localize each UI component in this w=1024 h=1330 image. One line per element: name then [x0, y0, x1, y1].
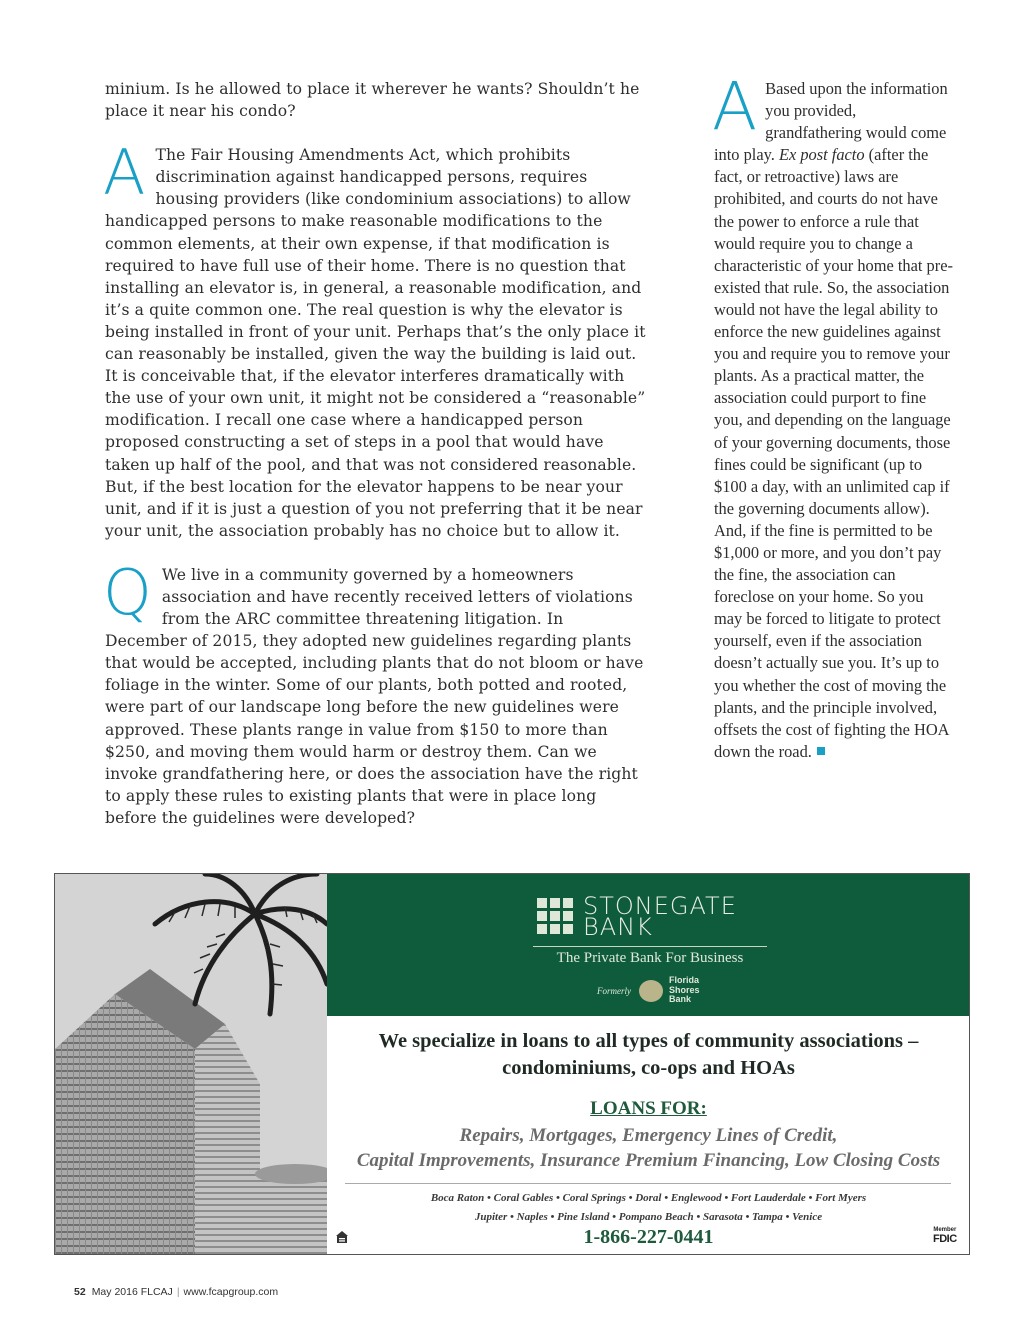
answer-2-dropcap: A — [712, 68, 758, 145]
phone-number[interactable]: 1-866-227-0441 — [583, 1226, 714, 1248]
answer-1 — [103, 136, 650, 542]
bank-name-line2: BANK — [583, 913, 653, 941]
footer-separator: | — [176, 1286, 180, 1298]
ad-headline — [327, 1028, 970, 1082]
answer-dropcap: A — [103, 136, 146, 210]
issue-info: May 2016 FLCAJ — [91, 1286, 173, 1298]
ad-body — [327, 1016, 970, 1254]
answer-2 — [712, 68, 954, 763]
fdic-label: FDIC — [933, 1233, 957, 1245]
question-2 — [103, 555, 650, 829]
question-continuation: minium. Is he allowed to place it wherever he wants? Shouldn’t he place it near his condo? — [105, 80, 640, 121]
branch-locations — [327, 1189, 970, 1227]
bank-name — [583, 892, 737, 941]
website-link[interactable]: www.fcapgroup.com — [183, 1286, 279, 1298]
stonegate-bank-ad[interactable] — [54, 873, 970, 1255]
ad-headline-line1: We specialize in loans to all types of community associations – — [378, 1030, 919, 1052]
answer-1-text: The Fair Housing Amendments Act, which prohibits discrimination against handicapped persons, requires housing providers (like condominium associations) to allow handicapped persons to make reasonable modifications to the common elements, at their own expense, if that modification is required to have full use of their home. There is no question that installing an elevator is, in general, a reasonable modification, and it’s a quite common one. The real question is why the elevator is being installed in front of your unit. Perhaps that’s the only place it can reasonably be installed, given the way the building is laid out. It is conceivable that, if the elevator interferes dramatically with the use of your own unit, it might not be considered a “reasonable” modification. I recall one case where a handicapped person proposed constructing a set of steps in a pool that would have taken up half of the pool, and that was not considered reasonable. But, if the best location for the elevator happens to be near your unit, and if it is just a question of you not preferring that it be near your unit, the association probably has no choice but to allow it. — [105, 146, 646, 540]
former-bank-line1: Florida — [669, 975, 700, 985]
fdic-badge — [933, 1226, 957, 1245]
loan-types — [327, 1123, 970, 1173]
palm-tower-photo — [55, 874, 327, 1254]
loan-types-line1: Repairs, Mortgages, Emergency Lines of Credit, — [459, 1125, 838, 1146]
fdic-member-label: Member — [933, 1227, 957, 1233]
florida-shores-seal-icon — [639, 980, 663, 1002]
article-main-column — [105, 78, 650, 851]
locations-line2: Jupiter • Naples • Pine Island • Pompano Beach • Sarasota • Tampa • Venice — [474, 1211, 823, 1223]
locations-line1: Boca Raton • Coral Gables • Coral Springs • Doral • Englewood • Fort Lauderdale • Fort Myers — [430, 1192, 867, 1204]
bank-tagline: The Private Bank For Business — [556, 950, 744, 966]
loans-for-heading: LOANS FOR: — [590, 1098, 707, 1119]
tagline-divider — [533, 946, 767, 947]
bank-header-panel — [327, 874, 970, 1016]
bank-name-line1: STONEGATE — [583, 892, 737, 920]
question-dropcap: Q — [103, 555, 152, 629]
answer-2-text-a: Based upon the information you provided, grandfathering would come into play. — [714, 79, 948, 165]
former-bank-name — [669, 976, 700, 1005]
building-palm-illustration — [55, 874, 327, 1254]
answer-2-text-b: (after the fact, or retroactive) laws are prohibited, and courts do not have the power to enforce a rule that would require you to change a characteristic of your home that pre-existed that rule. So, the association would not have the legal ability to enforce the new guidelines against you and require you to remove your plants. As a practical matter, the association could purport to fine you, and depending on the language of your governing documents, those fines could be significant (up to $100 a day, with an unlimited cap if the governing documents allow). And, if the fine is permitted to be $1,000 or more, and you don’t pay the fine, the association can foreclose on your home. So you may be forced to litigate to protect yourself, even if the association doesn’t actually sue you. It’s up to you whether the cost of moving the plants, and the principle involved, offsets the cost of fighting the HOA down the road. — [714, 145, 953, 761]
former-bank-line3: Bank — [669, 994, 692, 1004]
article-right-column — [712, 68, 954, 763]
page-footer — [74, 1286, 278, 1298]
formerly-label: Formerly — [597, 986, 631, 996]
page-number: 52 — [74, 1286, 86, 1298]
ad-headline-line2: condominiums, co-ops and HOAs — [502, 1057, 795, 1079]
question-2-text: We live in a community governed by a homeowners association and have recently received letters of violations from the ARC committee threatening litigation. In December of 2015, they adopted new guidelines regarding plants that would be accepted, including plants that do not bloom or have foliage in the winter. Some of our plants, both potted and rooted, were part of our landscape long before the new guidelines were approved. These plants range in value from $150 to more than $250, and moving them would harm or destroy them. Can we invoke grandfathering here, or does the association have the right to apply these rules to existing plants that were in place long before the guidelines were developed? — [105, 565, 644, 827]
answer-2-italic: Ex post facto — [778, 145, 865, 165]
loan-types-line2: Capital Improvements, Insurance Premium Financing, Low Closing Costs — [356, 1150, 941, 1171]
stonegate-grid-logo-icon — [537, 898, 573, 934]
former-bank-line2: Shores — [669, 984, 700, 995]
bank-logo — [537, 892, 737, 941]
end-mark-icon — [817, 747, 825, 755]
ad-divider — [345, 1183, 951, 1184]
